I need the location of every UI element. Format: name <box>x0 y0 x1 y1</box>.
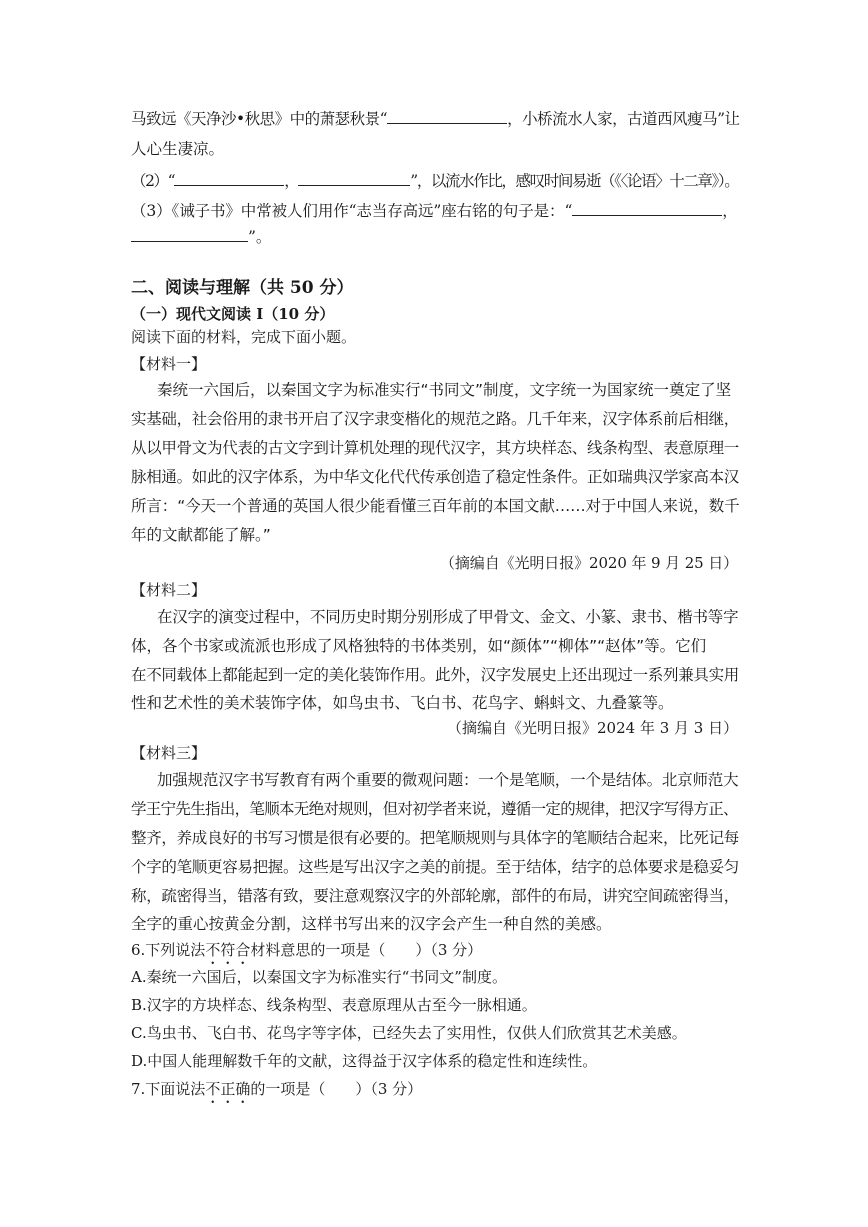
material-2-source: （摘编自《光明日报》2024 年 3 月 3 日） <box>447 719 739 737</box>
answer-blank[interactable] <box>387 108 507 124</box>
material-3-label: 【材料三】 <box>131 744 207 762</box>
q3-pre: （3）《诫子书》中常被人们用作“志当存高远”座右铭的句子是：“ <box>131 202 573 220</box>
q6-emphasis: 不符合 <box>205 941 251 959</box>
q2-post: ”，以流水作比，感叹时间易逝（《〈论语〉十二章》）。 <box>410 172 739 190</box>
q6-option-d[interactable]: D.中国人能理解数千年的文献，这得益于汉字体系的稳定性和连续性。 <box>131 1052 598 1070</box>
material-1-line: 从以甲骨文为代表的古文字到计算机处理的现代汉字，其方块样态、线条构型、表意原理一 <box>131 439 740 457</box>
material-3-line: 全字的重心按黄金分割，这样书写出来的汉字会产生一种自然的美感。 <box>131 915 612 933</box>
q3-comma: ， <box>722 202 738 220</box>
question-7 <box>131 1079 422 1107</box>
answer-blank[interactable] <box>572 200 722 216</box>
poem-line-1-post: ，小桥流水人家，古道西风瘦马”让 <box>507 110 740 128</box>
q3-end: ”。 <box>248 228 272 246</box>
question-3 <box>131 200 738 221</box>
section-heading: 二、阅读与理解（共 50 分） <box>131 278 354 298</box>
material-2-label: 【材料二】 <box>131 581 207 599</box>
material-1-line: 实基础，社会俗用的隶书开启了汉字隶变楷化的规范之路。几千年来，汉字体系前后相继， <box>131 410 740 428</box>
material-2-line: 性和艺术性的美术装饰字体，如鸟虫书、飞白书、花鸟字、蝌蚪文、九叠篆等。 <box>131 694 674 712</box>
material-1-source: （摘编自《光明日报》2020 年 9 月 25 日） <box>440 554 739 572</box>
question-6 <box>131 940 482 968</box>
q6-option-a[interactable]: A.秦统一六国后，以秦国文字为标准实行“书同文”制度。 <box>131 968 507 986</box>
material-1-line: 秦统一六国后，以秦国文字为标准实行“书同文”制度，文字统一为国家统一奠定了坚 <box>157 381 732 399</box>
answer-blank[interactable] <box>131 226 248 242</box>
q7-post: 的一项是（ ）（3 分） <box>250 1080 423 1098</box>
poem-line-1-pre: 马致远《天净沙•秋思》中的萧瑟秋景“ <box>131 110 388 128</box>
answer-blank[interactable] <box>174 170 284 186</box>
q6-option-c[interactable]: C.鸟虫书、飞白书、花鸟字等字体，已经失去了实用性，仅供人们欣赏其艺术美感。 <box>131 1024 687 1042</box>
q6-option-b[interactable]: B.汉字的方块样态、线条构型、表意原理从古至今一脉相通。 <box>131 996 537 1014</box>
poem-line-1 <box>131 108 740 129</box>
q7-pre: 7.下面说法 <box>131 1080 206 1098</box>
material-2-line: 在汉字的演变过程中，不同历史时期分别形成了甲骨文、金文、小篆、隶书、楷书等字 <box>157 608 739 626</box>
material-1-label: 【材料一】 <box>131 355 207 373</box>
material-3-line: 个字的笔顺更容易把握。这些是写出汉字之美的前提。至于结体，结字的总体要求是稳妥匀 <box>131 858 740 876</box>
material-1-line: 年的文献都能了解。” <box>131 526 271 544</box>
material-3-line: 学王宁先生指出，笔顺本无绝对规则，但对初学者来说，遵循一定的规律，把汉字写得方正、 <box>131 800 738 818</box>
material-3-line: 称，疏密得当，错落有致，要注意观察汉字的外部轮廓，部件的布局，讲究空间疏密得当， <box>131 887 740 905</box>
question-3-cont <box>131 226 271 247</box>
material-3-line: 加强规范汉字书写教育有两个重要的微观问题：一个是笔顺，一个是结体。北京师范大 <box>157 771 739 789</box>
q6-post: 材料意思的一项是（ ）（3 分） <box>250 941 483 959</box>
q2-mid: ， <box>284 172 299 190</box>
question-2 <box>131 170 738 191</box>
material-3-line: 整齐，养成良好的书写习惯是很有必要的。把笔顺规则与具体字的笔顺结合起来，比死记每 <box>131 829 740 847</box>
material-1-line: 所言：“今天一个普通的英国人很少能看懂三百年前的本国文献……对于中国人来说，数千 <box>131 497 740 515</box>
q6-pre: 6.下列说法 <box>131 941 206 959</box>
material-2-line: 在不同载体上都能起到一定的美化装饰作用。此外，汉字发展史上还出现过一系列兼具实用 <box>131 666 740 684</box>
material-2-line: 体，各个书家或流派也形成了风格独特的书体类别，如“颜体”“柳体”“赵体”等。它们 <box>131 637 707 655</box>
q7-emphasis: 不正确 <box>205 1080 251 1098</box>
poem-line-2: 人心生凄凉。 <box>131 140 225 158</box>
material-1-line: 脉相通。如此的汉字体系，为中华文化代代传承创造了稳定性条件。正如瑞典汉学家高本汉 <box>131 468 740 486</box>
answer-blank[interactable] <box>298 170 410 186</box>
sub-heading: （一）现代文阅读 I（10 分） <box>131 305 335 323</box>
instruction: 阅读下面的材料，完成下面小题。 <box>131 328 357 346</box>
q2-pre: （2）“ <box>131 172 175 190</box>
